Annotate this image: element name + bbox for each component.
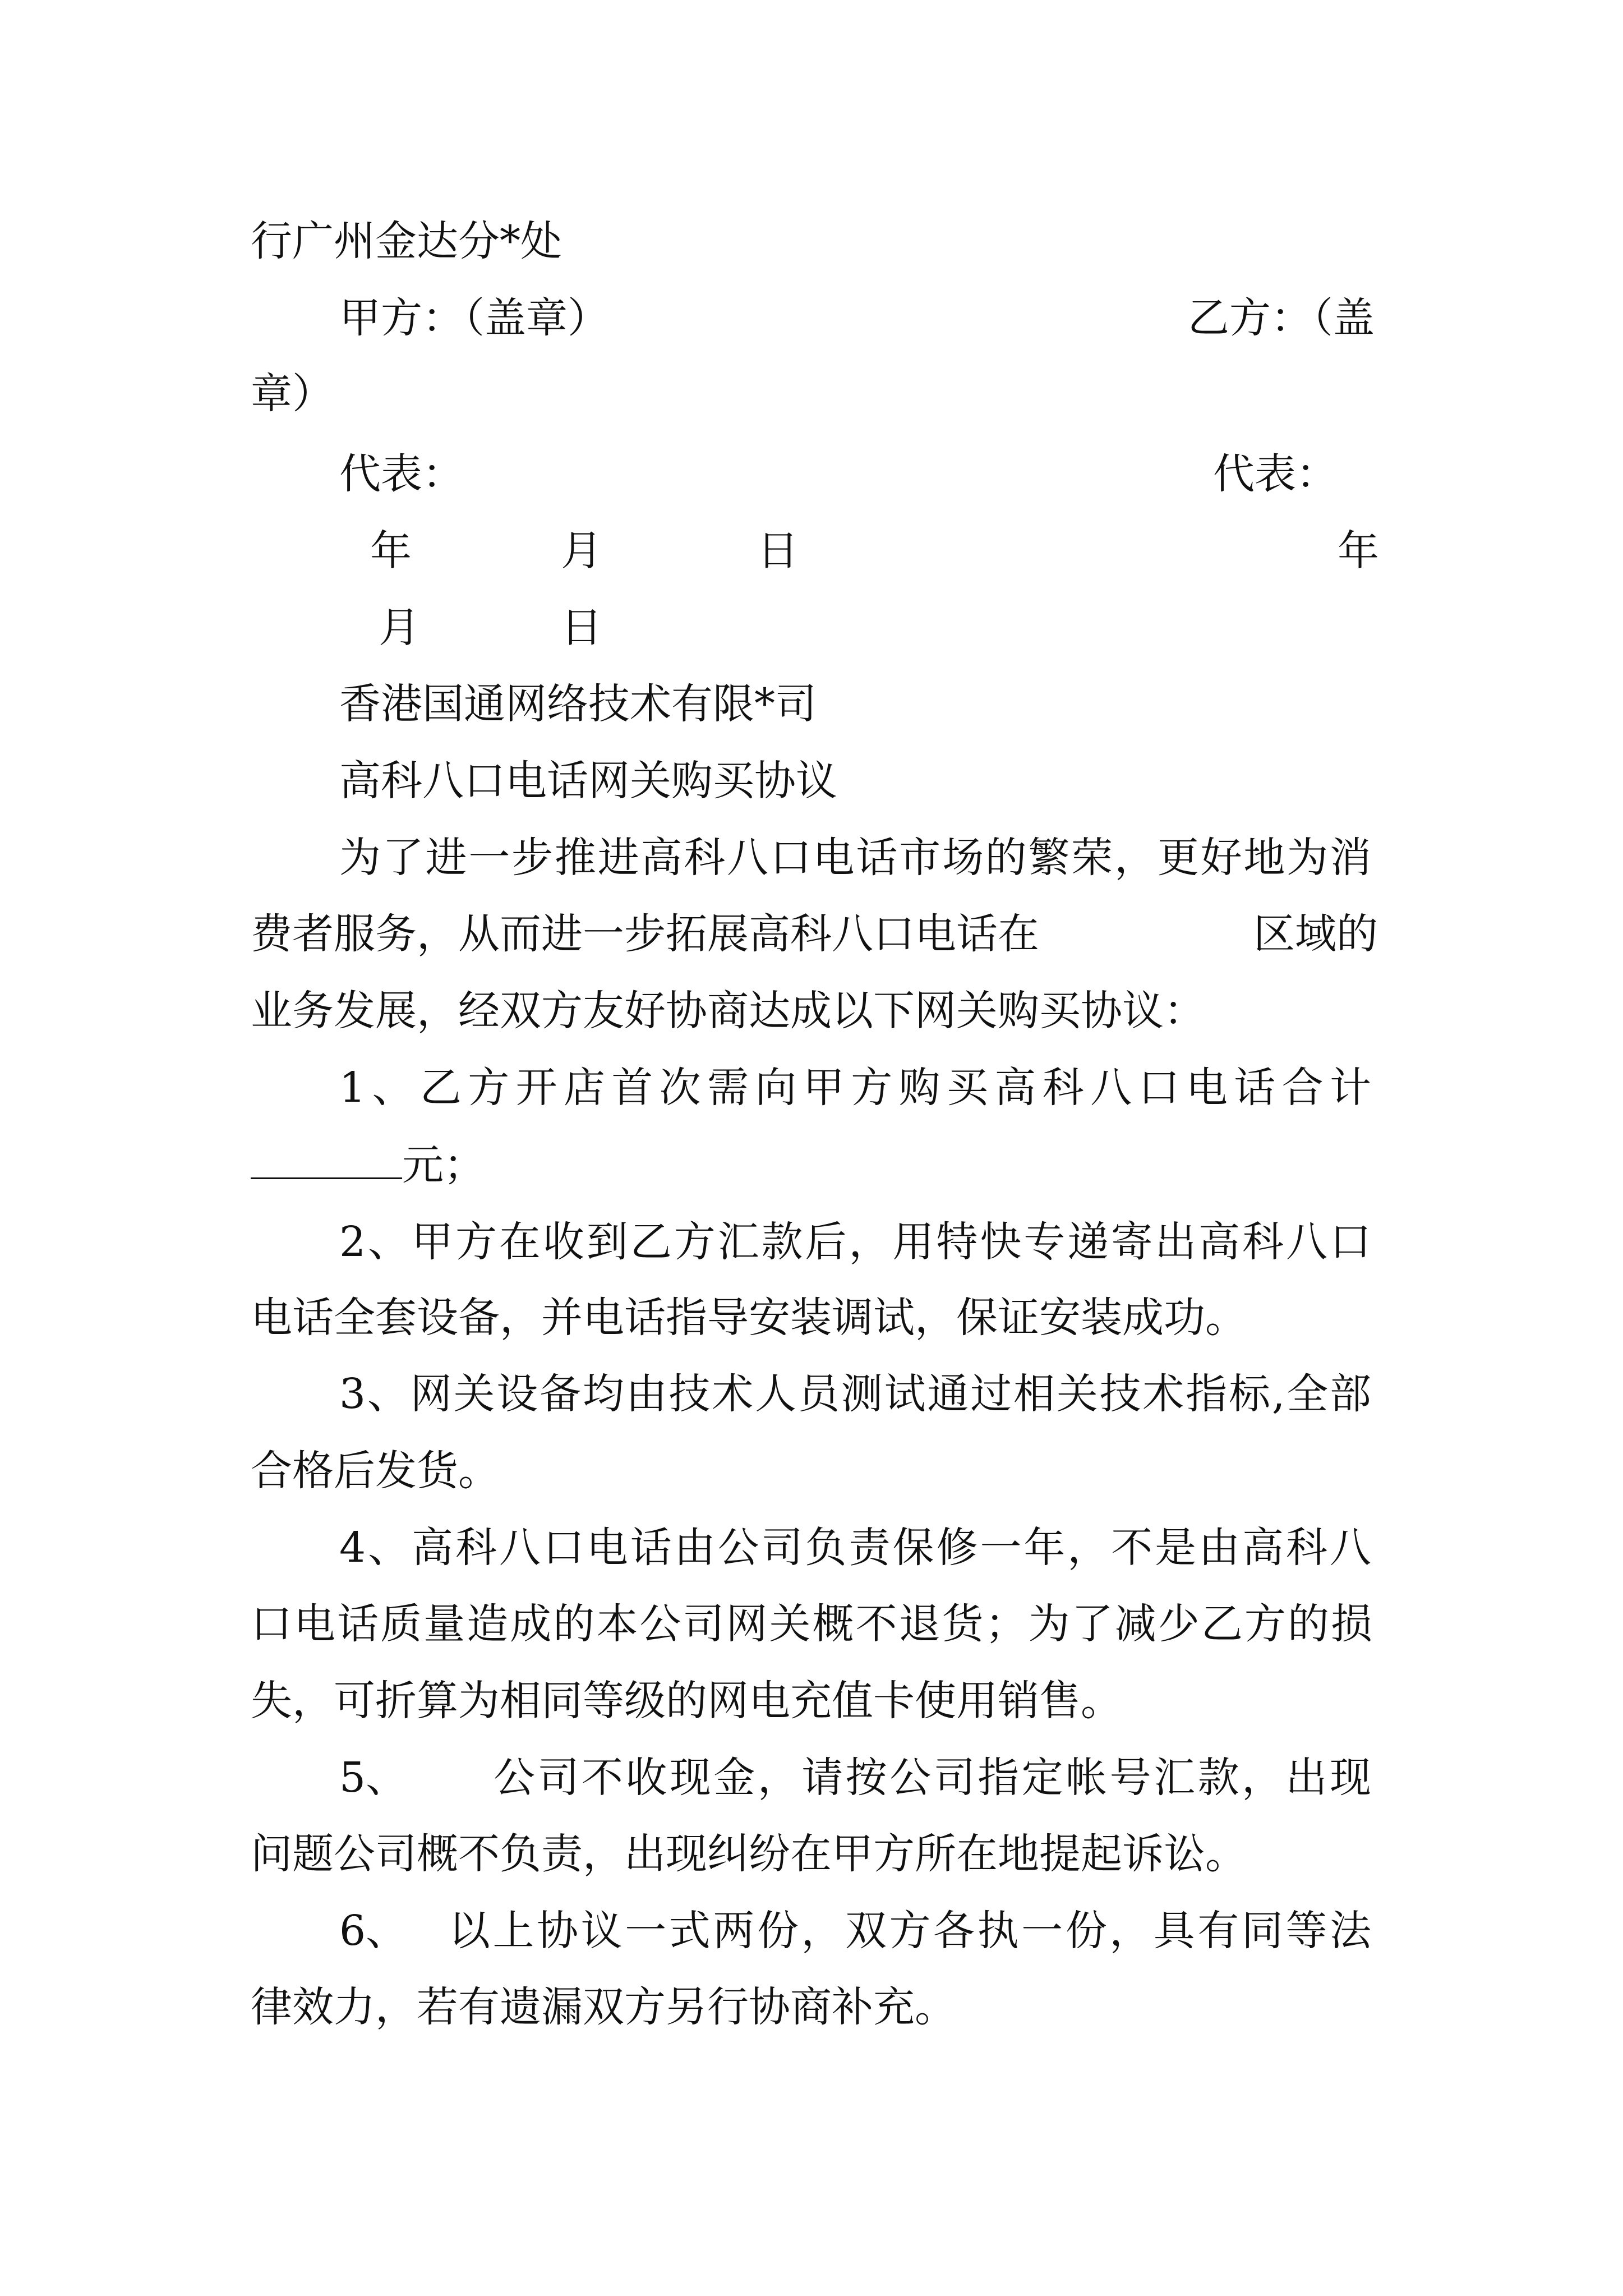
intro-line-1: 为了进一步推进高科八口电话市场的繁荣，更好地为消 <box>339 834 1371 882</box>
date-b-day: 日 <box>561 604 602 652</box>
clause-2-line-2: 电话全套设备，并电话指导安装调试，保证安装成功。 <box>251 1294 1247 1342</box>
company-name: 香港国通网络技术有限*司 <box>339 680 817 728</box>
party-b-seal: 乙方：（盖 <box>1188 294 1375 342</box>
clause-3-line-1: 3、网关设备均由技术人员测试通过相关技术指标,全部 <box>339 1370 1371 1418</box>
clause-2-line-1: 2、甲方在收到乙方汇款后，用特快专递寄出高科八口 <box>339 1218 1371 1266</box>
clause-6-number: 6、 <box>339 1907 408 1955</box>
date-b-year: 年 <box>1338 527 1379 575</box>
clause-5-line-2: 问题公司概不负责，出现纠纷在甲方所在地提起诉讼。 <box>251 1830 1247 1878</box>
party-a-seal: 甲方：（盖章） <box>339 294 609 342</box>
clause-1-line-1: 1、乙方开店首次需向甲方购买高科八口电话合计 <box>339 1064 1371 1112</box>
clause-4-line-3: 失，可折算为相同等级的网电充值卡使用销售。 <box>251 1677 1122 1725</box>
date-b-month: 月 <box>379 604 420 652</box>
intro-line-2a: 费者服务，从而进一步拓展高科八口电话在 <box>251 910 1039 958</box>
date-a-year: 年 <box>370 527 412 575</box>
representative-b: 代表： <box>1213 450 1338 498</box>
intro-line-2b: 区域的 <box>1253 910 1378 958</box>
party-b-seal-continued: 章） <box>251 370 334 418</box>
amount-blank <box>251 1175 402 1179</box>
date-a-day: 日 <box>757 527 799 575</box>
clause-4-line-2: 口电话质量造成的本公司网关概不退货；为了减少乙方的损 <box>251 1600 1372 1648</box>
intro-line-3: 业务发展，经双方友好协商达成以下网关购买协议： <box>251 987 1205 1035</box>
clause-5-line-1: 公司不收现金，请按公司指定帐号汇款，出现 <box>494 1754 1371 1802</box>
clause-6-line-1: 以上协议一式两份，双方各执一份，具有同等法 <box>449 1907 1371 1955</box>
clause-3-line-2: 合格后发货。 <box>251 1447 500 1495</box>
header-line: 行广州金达分*处 <box>251 217 562 265</box>
clause-4-line-1: 4、高科八口电话由公司负责保修一年，不是由高科八 <box>339 1524 1371 1572</box>
clause-1-line-2 <box>251 1141 485 1189</box>
date-a-month: 月 <box>561 527 602 575</box>
document-title: 高科八口电话网关购买协议 <box>339 757 837 805</box>
clause-1-unit: 元； <box>402 1141 485 1189</box>
representative-a: 代表： <box>339 450 464 498</box>
clause-5-number: 5、 <box>339 1754 408 1802</box>
clause-6-line-2: 律效力，若有遗漏双方另行协商补充。 <box>251 1983 956 2031</box>
